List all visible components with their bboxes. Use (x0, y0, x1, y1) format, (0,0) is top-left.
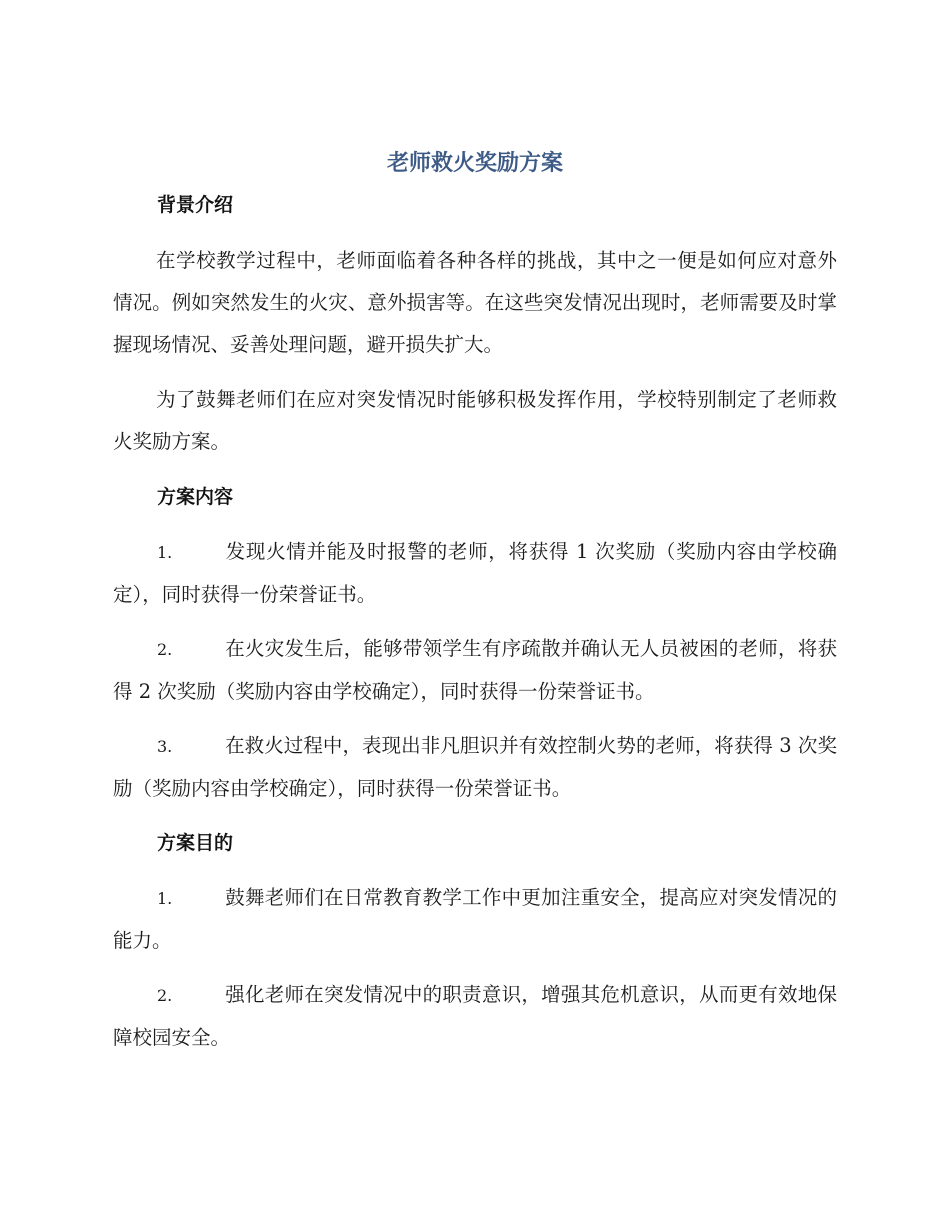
list-item-number: 3. (157, 737, 173, 756)
purpose-list-item-1 (113, 877, 837, 962)
section-heading-background: 背景介绍 (157, 194, 234, 216)
document-title: 老师救火奖励方案 (386, 151, 563, 176)
list-item-number: 1. (157, 889, 173, 908)
background-paragraph-1: 在学校教学过程中，老师面临着各种各样的挑战，其中之一便是如何应对意外情况。例如突然发生的火灾、意外损害等。在这些突发情况出现时，老师需要及时掌握现场情况、妥善处理问题，避开损失扩大。 (113, 249, 837, 356)
list-item-text: 发现火情并能及时报警的老师，将获得 1 次奖励（奖励内容由学校确定），同时获得一份荣誉证书。 (113, 540, 837, 606)
content-list-item-3 (113, 725, 837, 810)
list-item-number: 1. (157, 543, 173, 562)
content-list-item-1 (113, 531, 837, 616)
list-item-text: 在救火过程中，表现出非凡胆识并有效控制火势的老师，将获得 3 次奖励（奖励内容由学校确定），同时获得一份荣誉证书。 (113, 734, 837, 800)
list-item-number: 2. (157, 640, 173, 659)
section-heading-content: 方案内容 (157, 486, 234, 508)
section-heading-purpose: 方案目的 (157, 832, 234, 854)
list-item-text: 在火灾发生后，能够带领学生有序疏散并确认无人员被困的老师，将获得 2 次奖励（奖励内容由学校确定），同时获得一份荣誉证书。 (113, 637, 837, 703)
list-item-text: 强化老师在突发情况中的职责意识，增强其危机意识，从而更有效地保障校园安全。 (113, 983, 837, 1049)
list-item-text: 鼓舞老师们在日常教育教学工作中更加注重安全，提高应对突发情况的能力。 (113, 886, 837, 952)
content-list-item-2 (113, 628, 837, 713)
background-paragraph-2: 为了鼓舞老师们在应对突发情况时能够积极发挥作用，学校特别制定了老师救火奖励方案。 (113, 388, 837, 453)
purpose-list-item-2 (113, 974, 837, 1059)
list-item-number: 2. (157, 986, 173, 1005)
